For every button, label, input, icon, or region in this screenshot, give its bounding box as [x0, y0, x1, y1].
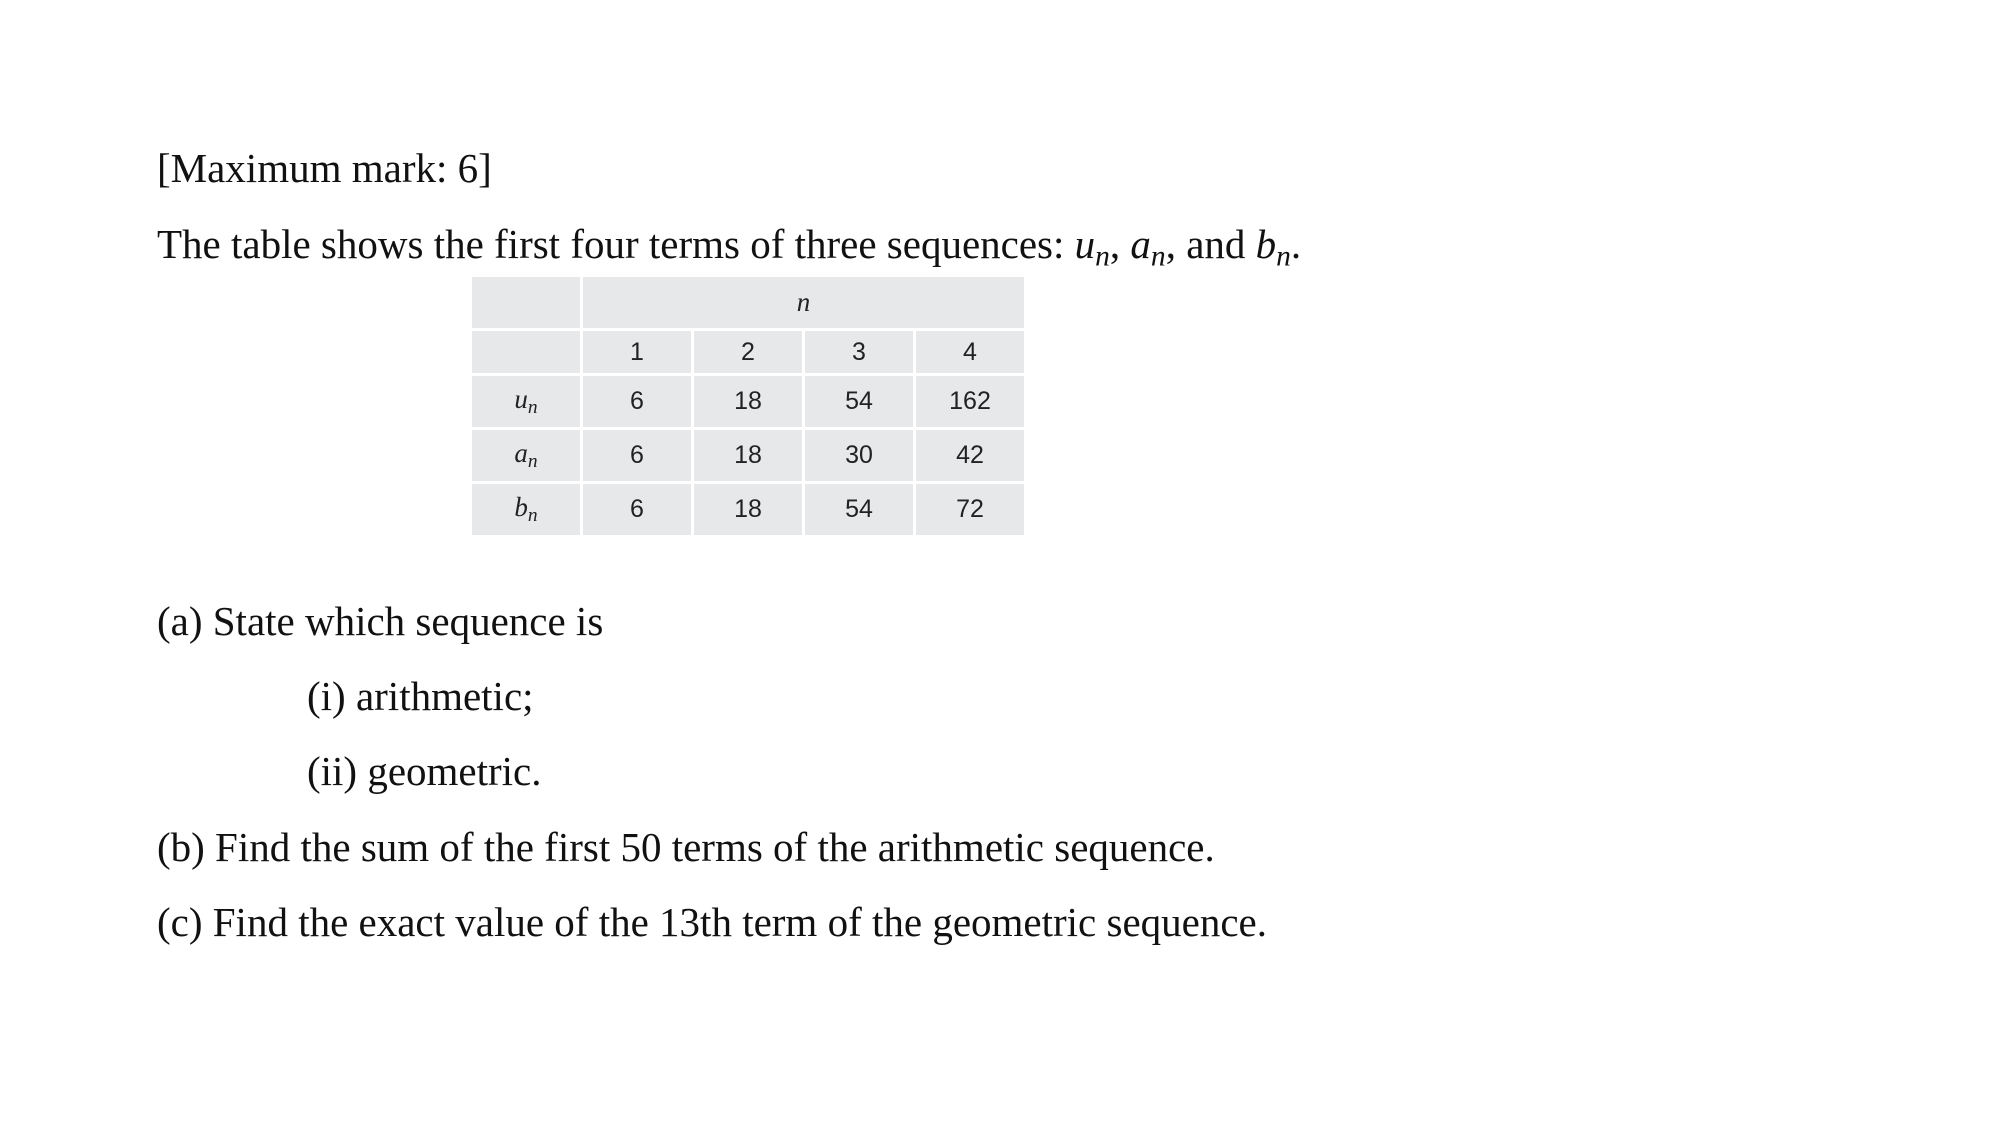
symbol-a-n: $a_n$ [1130, 221, 1166, 273]
table-cell: 6 [583, 376, 691, 427]
table-cell: 30 [805, 430, 913, 481]
table-corner-cell [472, 277, 580, 328]
intro-text: The table shows the first four terms of three sequences: [157, 221, 1075, 267]
symbol-u-n: $u_n$ [1074, 221, 1110, 273]
table-cell: 6 [583, 430, 691, 481]
table-row-u [472, 376, 1024, 427]
symbol-b-n: $b_n$ [1255, 221, 1291, 273]
question-intro: The table shows the first four terms of three sequences: $u_n$, $a_n$, and $b_n$. [157, 221, 1302, 273]
table-row-a [472, 430, 1024, 481]
maximum-mark: [Maximum mark: 6] [157, 145, 492, 191]
table-cell: 162 [916, 376, 1024, 427]
question-part-a-ii: (ii) geometric. [307, 748, 542, 794]
row-label-a-n: $a_n$ [472, 430, 580, 481]
question-part-a-i: (i) arithmetic; [307, 673, 534, 719]
table-cell: 18 [694, 430, 802, 481]
question-part-c: (c) Find the exact value of the 13th term of the geometric sequence. [157, 899, 1267, 945]
table-corner-cell [472, 331, 580, 373]
table-cell: 18 [694, 376, 802, 427]
table-cell: 54 [805, 484, 913, 535]
table-cell: 42 [916, 430, 1024, 481]
column-index: 2 [694, 331, 802, 373]
column-index: 4 [916, 331, 1024, 373]
column-index: 1 [583, 331, 691, 373]
table-header-row [472, 277, 1024, 328]
row-label-b-n: $b_n$ [472, 484, 580, 535]
row-label-u-n: $u_n$ [472, 376, 580, 427]
table-cell: 54 [805, 376, 913, 427]
table-cell: 6 [583, 484, 691, 535]
table-n-header: n [583, 277, 1024, 328]
table-row-b [472, 484, 1024, 535]
question-part-b: (b) Find the sum of the first 50 terms of the arithmetic sequence. [157, 824, 1215, 870]
table-index-row [472, 331, 1024, 373]
column-index: 3 [805, 331, 913, 373]
table-cell: 72 [916, 484, 1024, 535]
sequence-table [469, 274, 1027, 538]
question-part-a: (a) State which sequence is [157, 598, 604, 644]
table-cell: 18 [694, 484, 802, 535]
